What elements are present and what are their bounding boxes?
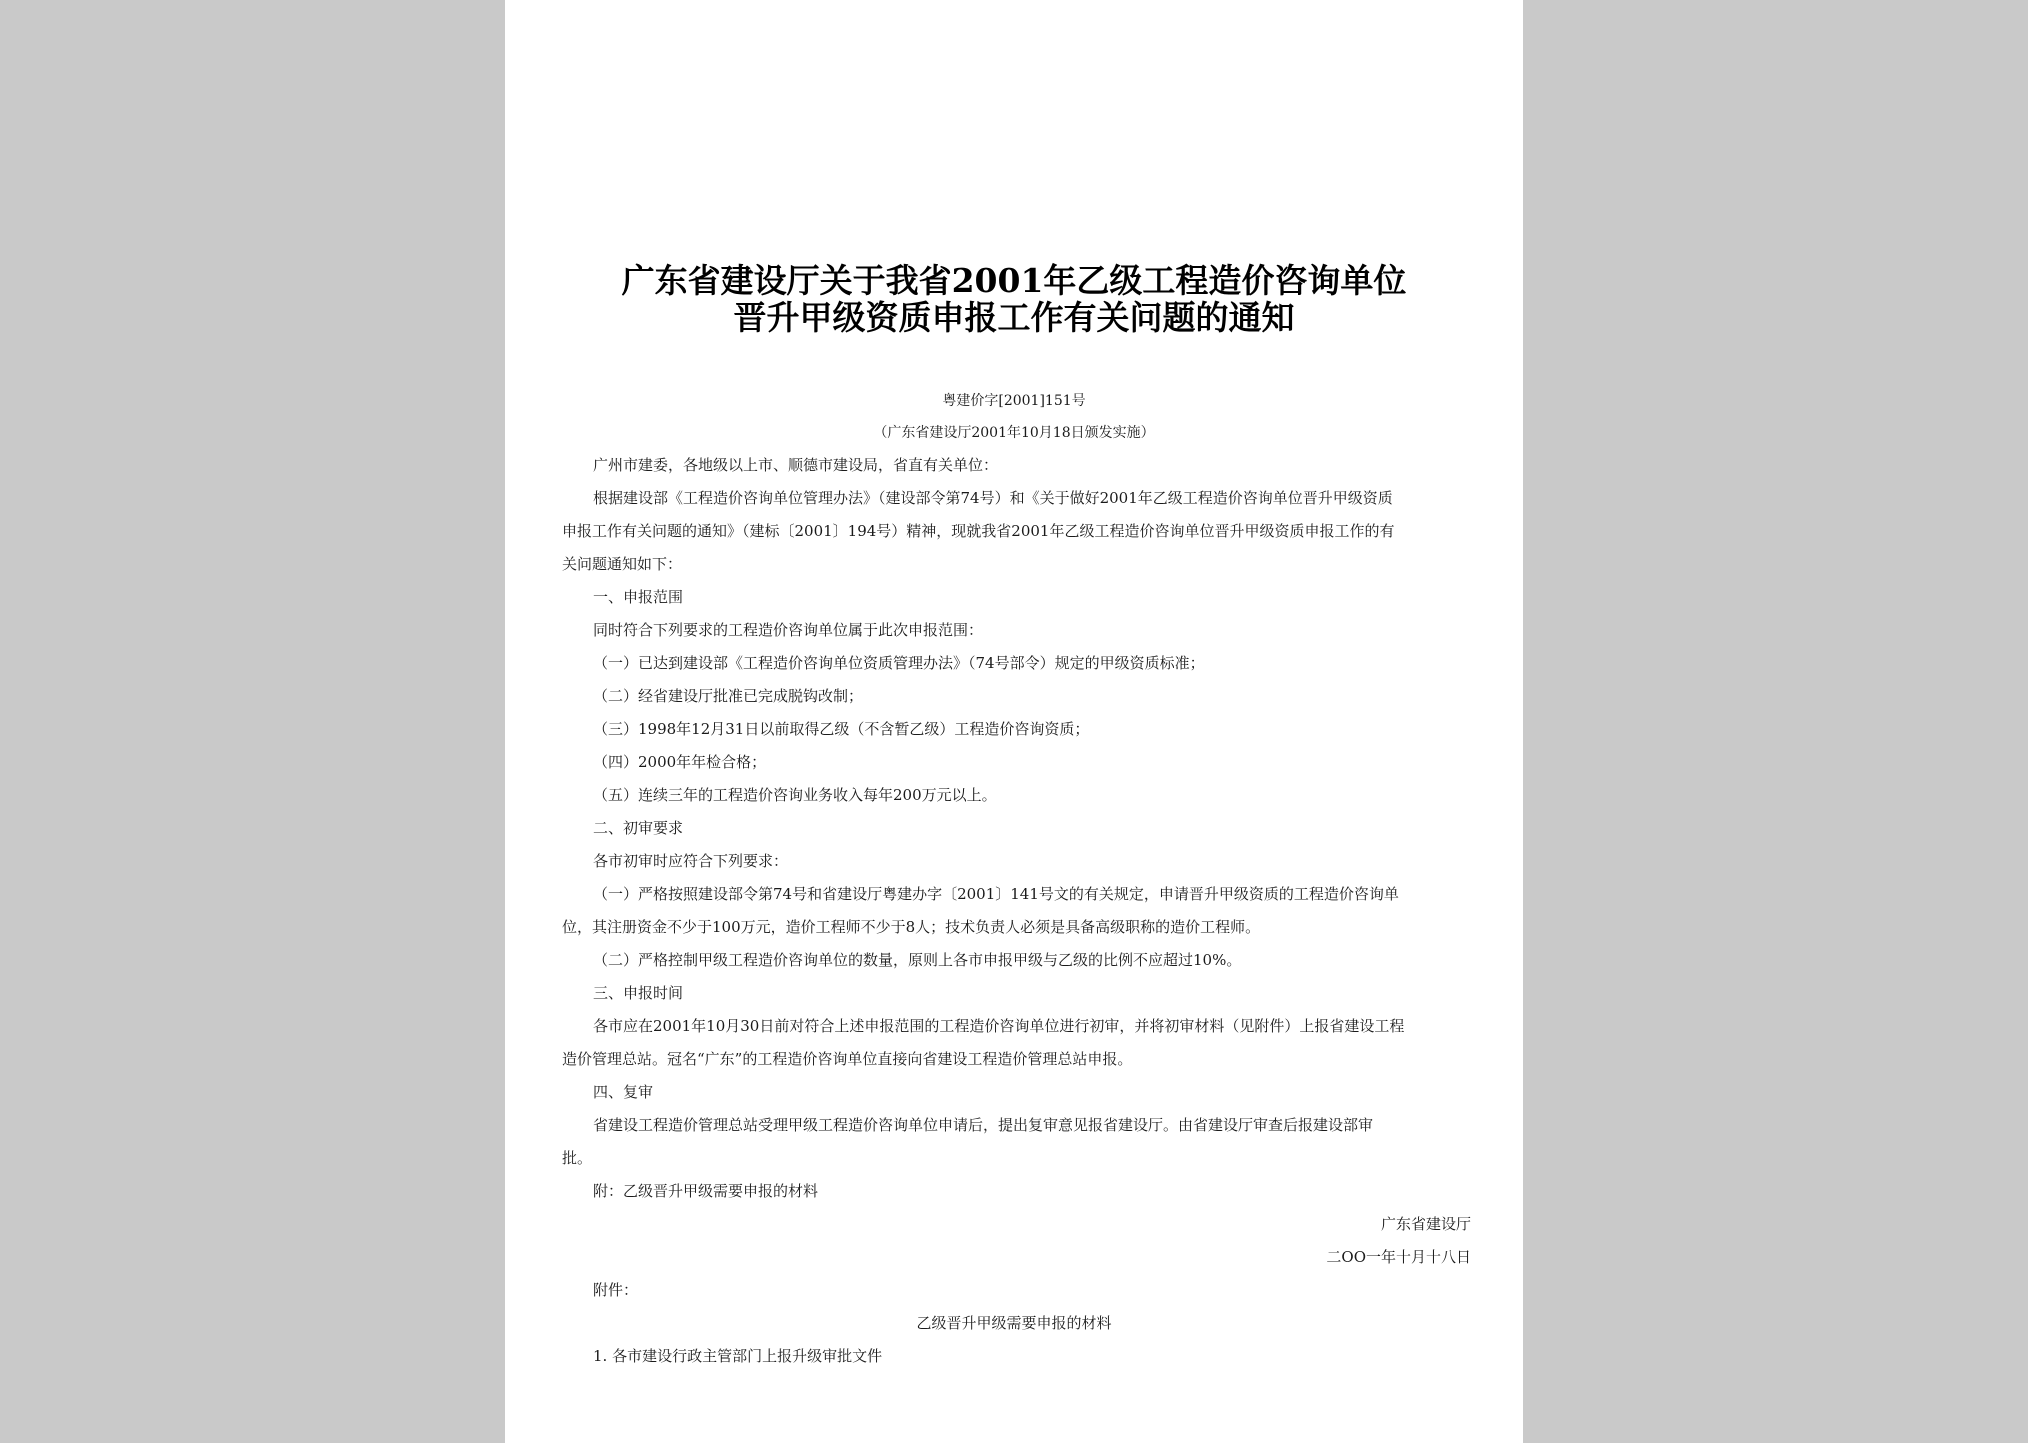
section-1-item: （二）经省建设厅批准已完成脱钩改制； <box>593 687 864 705</box>
section-2-item-2: （二）严格控制甲级工程造价咨询单位的数量，原则上各市申报甲级与乙级的比例不应超过10%。 <box>593 951 1242 969</box>
document-number: 粤建价字[2001]151号 <box>942 393 1086 409</box>
section-1-heading: 一、申报范围 <box>593 588 684 606</box>
document-title-line-1: 广东省建设厅关于我省2001年乙级工程造价咨询单位 <box>621 261 1407 300</box>
document-title-line-2: 晋升甲级资质申报工作有关问题的通知 <box>733 298 1295 337</box>
section-4-heading: 四、复审 <box>593 1083 654 1101</box>
attachment-note: 附：乙级晋升甲级需要申报的材料 <box>593 1182 819 1200</box>
section-3-heading: 三、申报时间 <box>593 984 684 1002</box>
issue-note: （广东省建设厅2001年10月18日颁发实施） <box>873 425 1155 441</box>
section-1-item: （四）2000年年检合格； <box>593 753 767 771</box>
section-2-item-1-line-2: 位，其注册资金不少于100万元，造价工程师不少于8人；技术负责人必须是具备高级职称的造价工程师。 <box>562 918 1261 936</box>
section-1-lead: 同时符合下列要求的工程造价咨询单位属于此次申报范围： <box>593 621 984 639</box>
intro-line-1: 根据建设部《工程造价咨询单位管理办法》（建设部令第74号）和《关于做好2001年乙级工程造价咨询单位晋升甲级资质 <box>593 489 1393 507</box>
document-page <box>505 0 1523 1443</box>
section-2-item-1-line-1: （一）严格按照建设部令第74号和省建设厅粤建办字〔2001〕141号文的有关规定，申请晋升甲级资质的工程造价咨询单 <box>593 885 1399 903</box>
signature-date: 二OO一年十月十八日 <box>1326 1248 1471 1266</box>
section-3-line-2: 造价管理总站。冠名“广东”的工程造价咨询单位直接向省建设工程造价管理总站申报。 <box>562 1050 1133 1068</box>
intro-line-3: 关问题通知如下： <box>562 555 683 573</box>
appendix-label: 附件： <box>593 1281 639 1299</box>
section-4-line-1: 省建设工程造价管理总站受理甲级工程造价咨询单位申请后，提出复审意见报省建设厅。由省建设厅审查后报建设部审 <box>593 1116 1374 1134</box>
section-1-item: （五）连续三年的工程造价咨询业务收入每年200万元以上。 <box>593 786 997 804</box>
section-1-item: （三）1998年12月31日以前取得乙级（不含暂乙级）工程造价咨询资质； <box>593 720 1090 738</box>
section-2-lead: 各市初审时应符合下列要求： <box>593 852 789 870</box>
section-1-item: （一）已达到建设部《工程造价咨询单位资质管理办法》（74号部令）规定的甲级资质标准； <box>593 654 1205 672</box>
appendix-title: 乙级晋升甲级需要申报的材料 <box>916 1314 1112 1332</box>
signature-organization: 广东省建设厅 <box>1380 1215 1471 1233</box>
section-4-line-2: 批。 <box>562 1149 593 1167</box>
section-3-line-1: 各市应在2001年10月30日前对符合上述申报范围的工程造价咨询单位进行初审，并将初审材料（见附件）上报省建设工程 <box>593 1017 1405 1035</box>
section-2-heading: 二、初审要求 <box>593 819 684 837</box>
addressee: 广州市建委，各地级以上市、顺德市建设局，省直有关单位： <box>593 456 999 474</box>
intro-line-2: 申报工作有关问题的通知》（建标〔2001〕194号）精神，现就我省2001年乙级工程造价咨询单位晋升甲级资质申报工作的有 <box>562 522 1395 540</box>
appendix-item: 1. 各市建设行政主管部门上报升级审批文件 <box>593 1347 883 1365</box>
